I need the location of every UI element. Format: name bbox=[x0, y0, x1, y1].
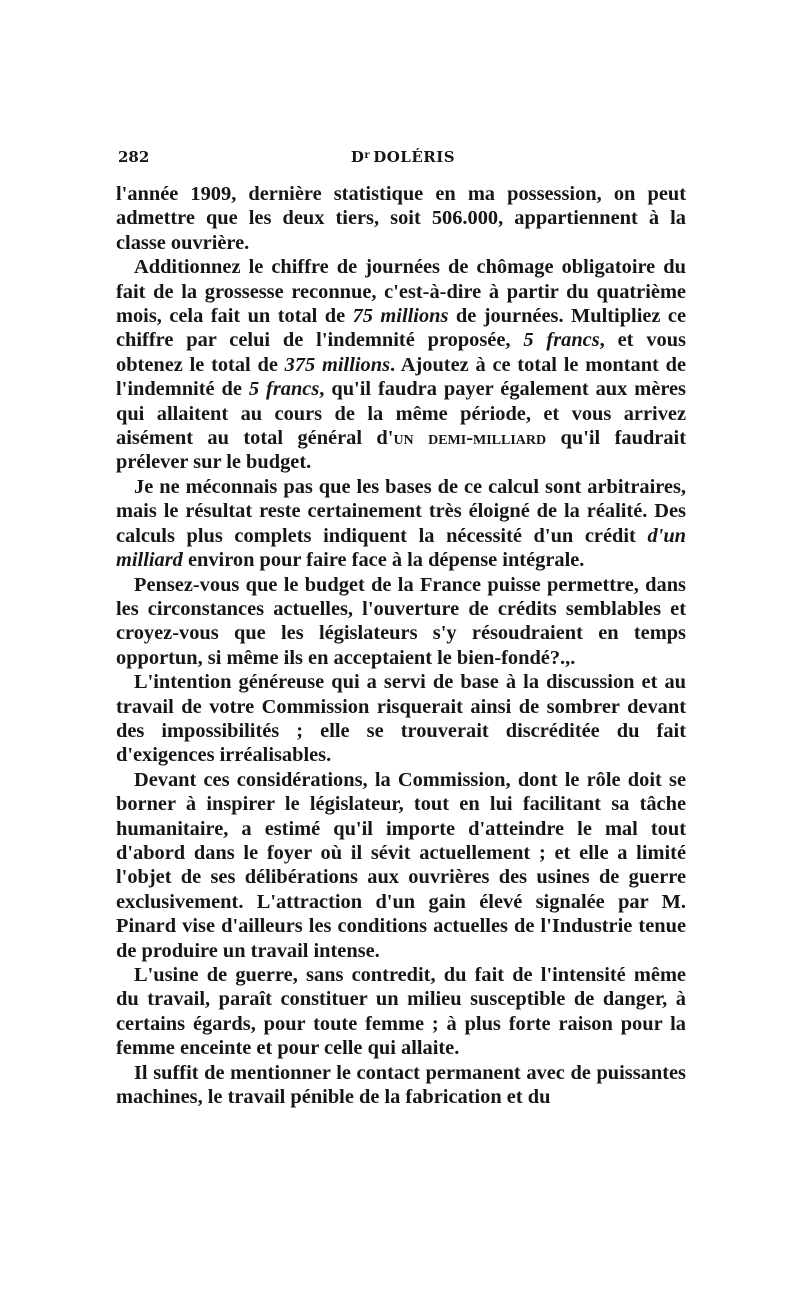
text-run: Pensez-vous que le budget de la France puisse permettre, dans les circonstances actuelles, l'ouverture de crédits semblables et croyez-vous que les législateurs s'y résoudraient en temps opportun, si même ils en acceptaient le bien-fondé?.,. bbox=[116, 573, 686, 669]
text-run: Il suffit de mentionner le contact permanent avec de puissantes machines, le travail pénible de la fabrication et du bbox=[116, 1061, 686, 1109]
text-run: Additionnez le chiffre de journées de chômage obligatoire du fait de la grossesse reconnue, c'est-à-dire à partir du quatrième mois, cela fait un total de bbox=[116, 256, 686, 328]
italic-run: 375 millions bbox=[284, 353, 391, 376]
paragraph bbox=[116, 182, 686, 255]
running-head bbox=[118, 148, 688, 166]
smallcaps-run: un demi-milliard bbox=[393, 427, 547, 450]
text-run: de journées. Multipliez ce chiffre par celui de l'indemnité proposée, bbox=[116, 305, 686, 352]
italic-run: d'un milliard bbox=[116, 524, 686, 572]
author-prefix-superscript: r bbox=[364, 150, 371, 161]
paragraph bbox=[116, 475, 686, 573]
page-number: 282 bbox=[118, 148, 150, 166]
text-run: , qu'il faudra payer également aux mères qui allaitent au cours de la même période, et vous arrivez aisément au total général d' bbox=[116, 378, 686, 450]
text-run: . Ajoutez à ce total le montant de l'indemnité de bbox=[116, 353, 687, 401]
text-run: qu'il faudrait prélever sur le budget. bbox=[116, 427, 686, 474]
text-run: l'année 1909, dernière statistique en ma possession, on peut admettre que les deux tiers, soit 506.000, appartiennent à la classe ouvrière. bbox=[116, 183, 686, 254]
italic-run: 75 millions bbox=[352, 305, 449, 328]
body-text bbox=[116, 182, 686, 1109]
paragraph bbox=[116, 670, 686, 768]
text-run: L'intention généreuse qui a servi de base à la discussion et au travail de votre Commission risquerait ainsi de sombrer devant des impossibilités ; elle se trouverait discréditée du fait d'exigences irréalisables. bbox=[116, 671, 686, 767]
paragraph bbox=[116, 768, 686, 963]
paragraph bbox=[116, 255, 686, 475]
text-run: L'usine de guerre, sans contredit, du fait de l'intensité même du travail, paraît constituer un milieu susceptible de danger, à certains égards, pour toute femme ; à plus forte raison pour la femme enceinte et pour celle qui allaite. bbox=[116, 964, 686, 1060]
paragraph bbox=[116, 573, 686, 671]
italic-run: 5 francs bbox=[523, 329, 600, 352]
text-run: , et vous obtenez le total de bbox=[116, 329, 686, 376]
text-run: Je ne méconnais pas que les bases de ce calcul sont arbitraires, mais le résultat reste certainement très éloigné de la réalité. Des calculs plus complets indiquent la nécessité d'un crédit bbox=[116, 475, 686, 547]
text-run: environ pour faire face à la dépense intégrale. bbox=[182, 549, 585, 572]
page-header bbox=[118, 148, 688, 170]
text-run: Devant ces considérations, la Commission, dont le rôle doit se borner à inspirer le législateur, tout en lui facilitant sa tâche humanitaire, a estimé qu'il importe d'atteindre le mal tout d'abord dans le foyer où il sévit actuellement ; et elle a limité l'objet de ses délibérations aux ouvrières des usines de guerre exclusivement. L'attraction d'un gain élevé signalée par M. Pinard vise d'ailleurs les conditions actuelles de l'Industrie tenue de produire un travail intense. bbox=[116, 768, 686, 962]
italic-run: 5 francs bbox=[248, 378, 320, 401]
paragraph bbox=[116, 1061, 686, 1110]
author-prefix: D bbox=[350, 148, 365, 166]
paragraph bbox=[116, 963, 686, 1061]
author-name: DOLÉRIS bbox=[373, 148, 456, 166]
